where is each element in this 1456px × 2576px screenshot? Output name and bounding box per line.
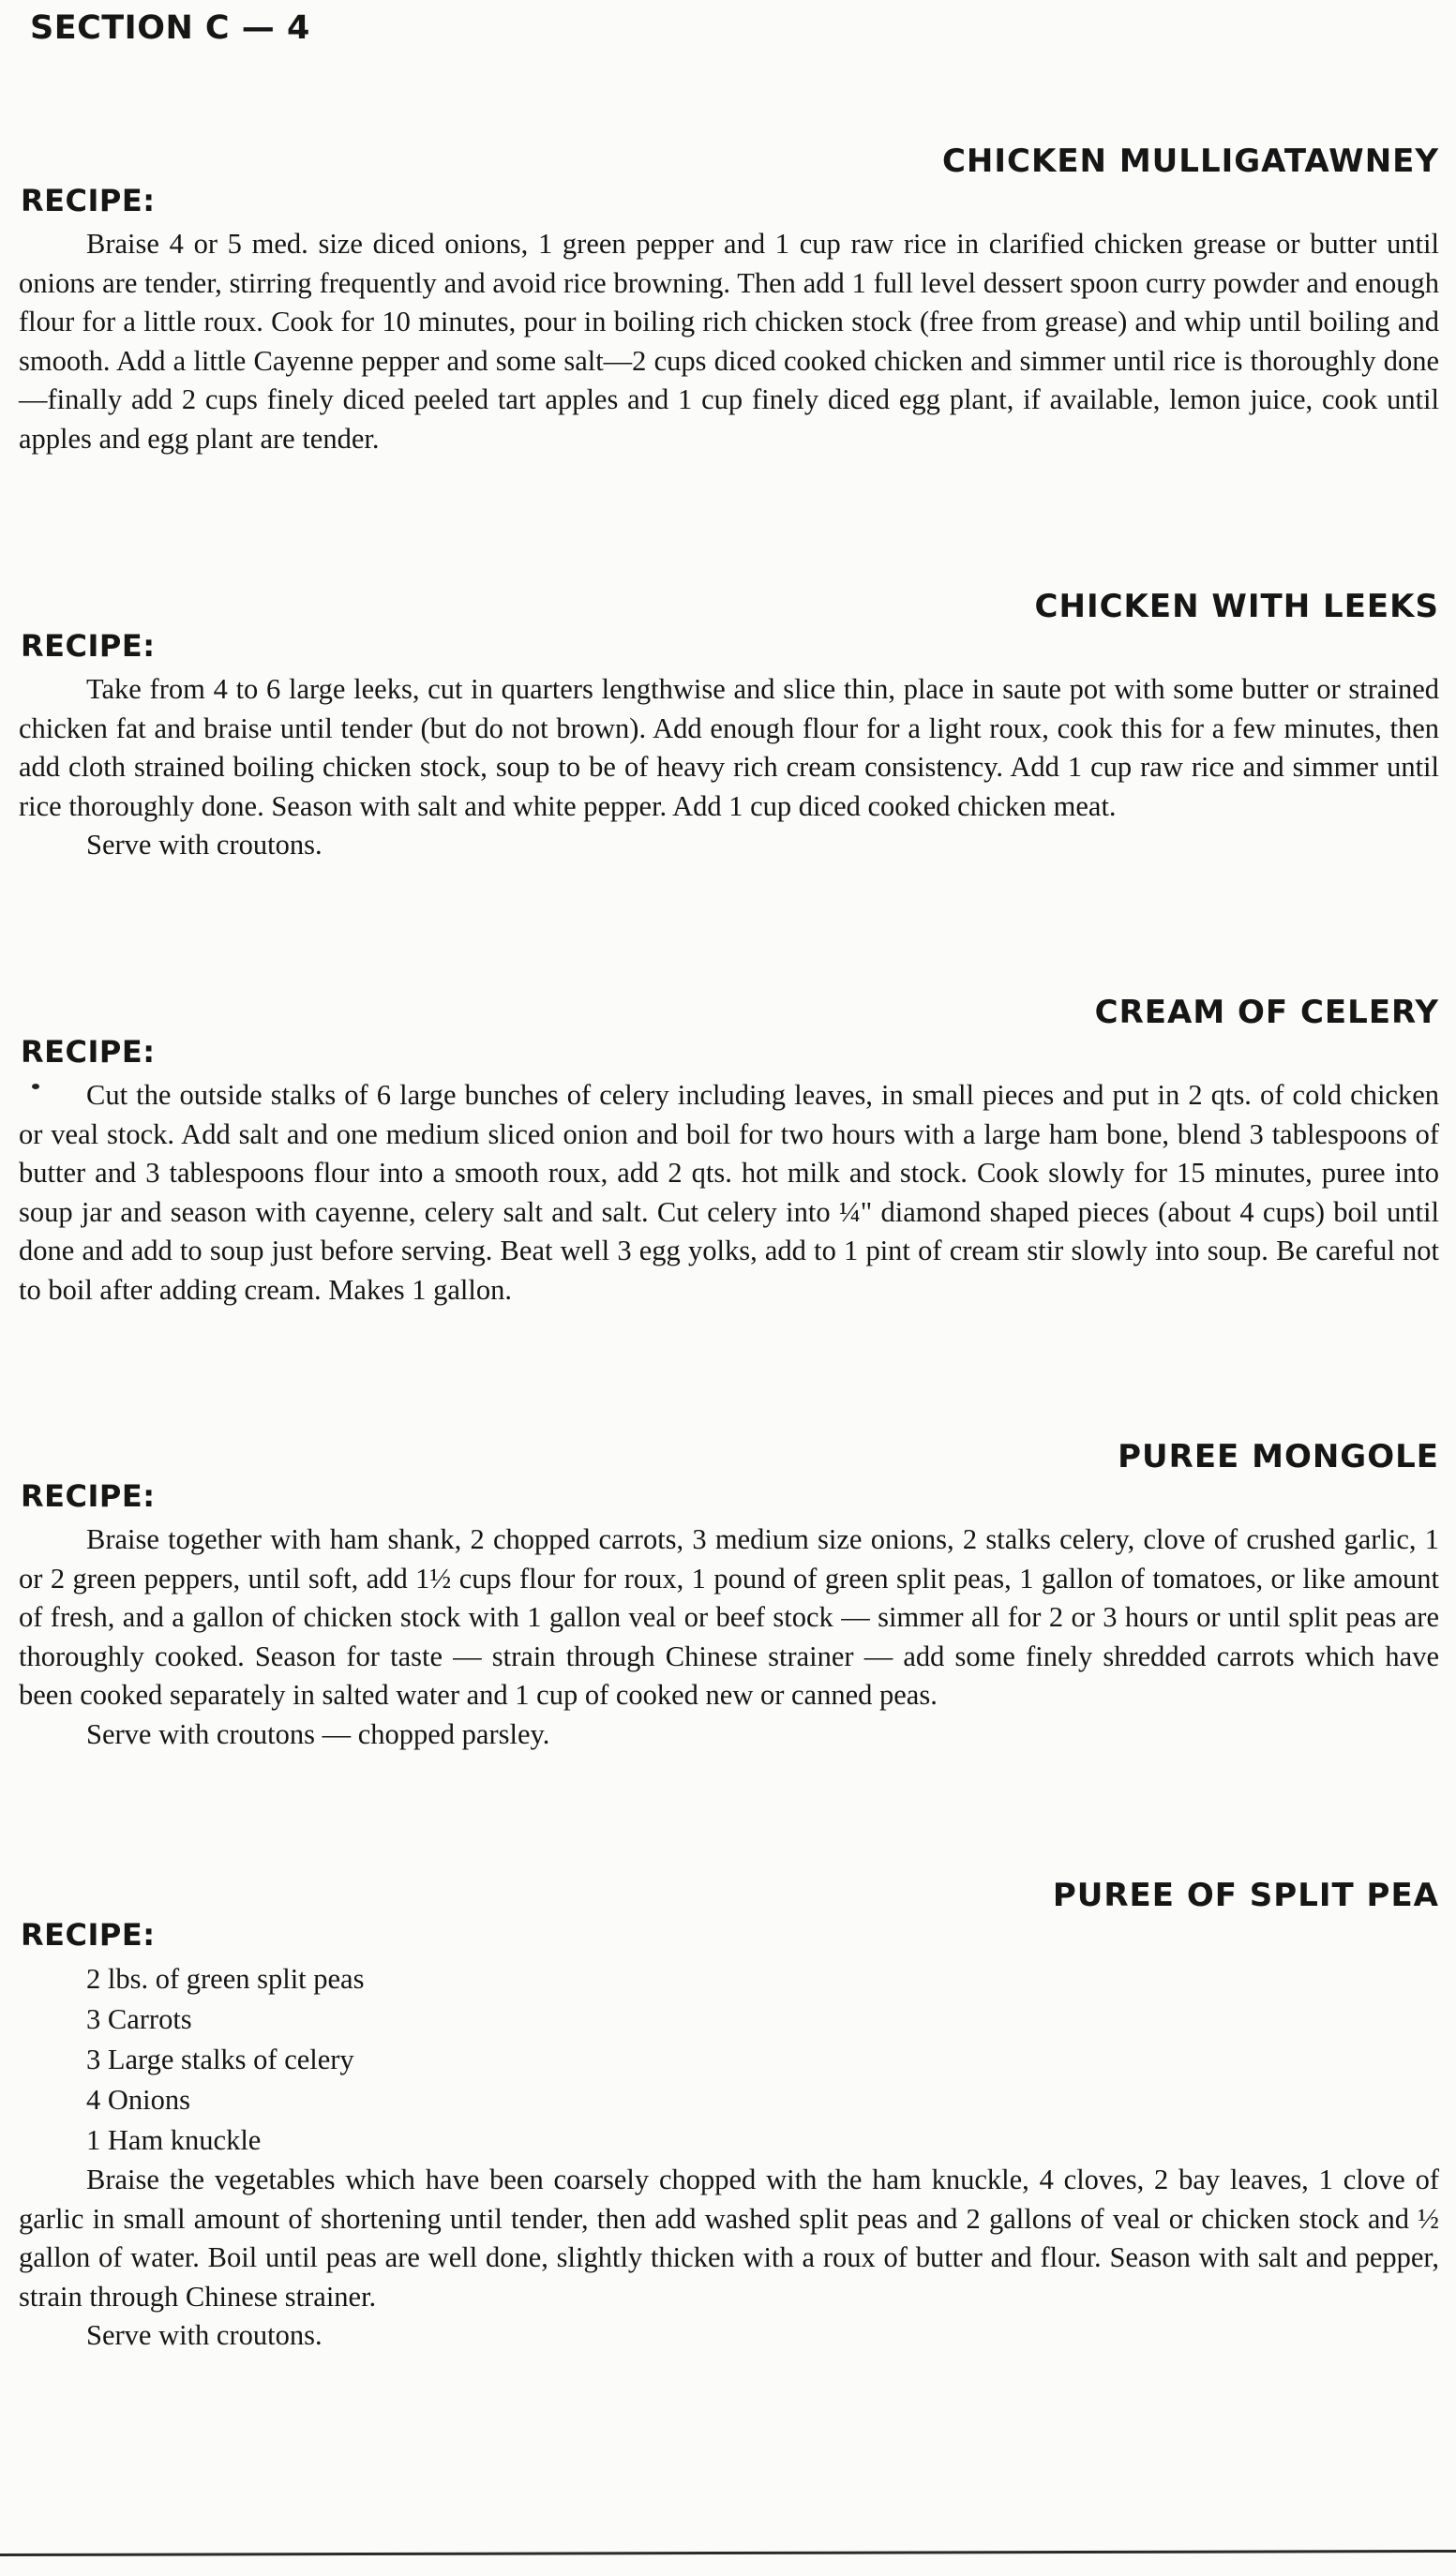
recipe-title: PUREE MONGOLE	[1118, 1438, 1439, 1475]
recipe-puree-mongole	[19, 1436, 1439, 1754]
recipe-paragraph: Cut the outside stalks of 6 large bunches of celery including leaves, in small pieces and put in 2 qts. of cold chicken or veal stock. Add salt and one medium sliced onion and boil for two hours with a large ham bone, blend 3 tablespoons of butter and 3 tablespoons flour into a smooth roux, add 2 qts. hot milk and stock. Cook slowly for 15 minutes, puree into soup jar and season with cayenne, celery salt and salt. Cut celery into ¼" diamond shaped pieces (about 4 cups) boil until done and add to soup just before serving. Beat well 3 egg yolks, add to 1 pint of cream stir slowly into soup. Be careful not to boil after adding cream. Makes 1 gallon.	[19, 1079, 1439, 1306]
ingredient-item: 4 Onions	[86, 2084, 190, 2116]
recipe-chicken-with-leeks	[19, 586, 1439, 865]
ingredient-item: 1 Ham knuckle	[86, 2124, 262, 2156]
ingredient-list	[19, 1959, 1439, 2161]
recipe-title: CREAM OF CELERY	[1094, 994, 1439, 1031]
recipe-paragraph: Braise together with ham shank, 2 chopped carrots, 3 medium size onions, 2 stalks celery, clove of crushed garlic, 1 or 2 green peppers, until soft, add 1½ cups flour for roux, 1 pound of green split peas, 1 gallon of tomatoes, or like amount of fresh, and a gallon of chicken stock with 1 gallon veal or beef stock — simmer all for 2 or 3 hours or until split peas are thoroughly cooked. Season for taste — strain through Chinese strainer — add some finely shredded carrots which have been cooked separately in salted water and 1 cup of cooked new or canned peas.	[19, 1523, 1439, 1711]
ingredient-item: 3 Carrots	[86, 2003, 192, 2035]
recipe-label: RECIPE:	[21, 628, 156, 664]
recipe-label: RECIPE:	[21, 1034, 156, 1070]
recipe-title: PUREE OF SPLIT PEA	[1052, 1877, 1439, 1914]
ink-speck	[32, 1084, 39, 1089]
recipe-puree-of-split-pea	[19, 1875, 1439, 2356]
ingredient-item: 2 lbs. of green split peas	[86, 1963, 365, 1995]
recipe-label: RECIPE:	[21, 183, 156, 218]
serving-note: Serve with croutons.	[86, 2319, 323, 2351]
serving-note: Serve with croutons — chopped parsley.	[86, 1717, 550, 1750]
bottom-rule	[0, 2550, 1456, 2556]
recipe-title: CHICKEN MULLIGATAWNEY	[941, 142, 1439, 180]
recipe-paragraph: Braise the vegetables which have been coarsely chopped with the ham knuckle, 4 cloves, 2 bay leaves, 1 clove of garlic in small amount of shortening until tender, then add washed split peas and 2 gallons of veal or chicken stock and ½ gallon of water. Boil until peas are well done, slightly thicken with a roux of butter and flour. Season with salt and pepper, strain through Chinese strainer.	[19, 2164, 1439, 2313]
recipe-title: CHICKEN WITH LEEKS	[1034, 588, 1439, 625]
recipe-chicken-mulligatawney	[19, 141, 1439, 458]
recipe-cream-of-celery	[19, 992, 1439, 1310]
recipe-paragraph: Braise 4 or 5 med. size diced onions, 1 green pepper and 1 cup raw rice in clarified chicken grease or butter until onions are tender, stirring frequently and avoid rice browning. Then add 1 full level dessert spoon curry powder and enough flour for a little roux. Cook for 10 minutes, pour in boiling rich chicken stock (free from grease) and whip until boiling and smooth. Add a little Cayenne pepper and some salt—2 cups diced cooked chicken and simmer until rice is thoroughly done—finally add 2 cups finely diced peeled tart apples and 1 cup finely diced egg plant, if available, lemon juice, cook until apples and egg plant are tender.	[19, 228, 1439, 455]
serving-note: Serve with croutons.	[86, 829, 323, 861]
ingredient-item: 3 Large stalks of celery	[86, 2044, 354, 2075]
recipe-label: RECIPE:	[21, 1917, 156, 1953]
section-header: SECTION C — 4	[30, 9, 310, 47]
recipe-label: RECIPE:	[21, 1478, 156, 1514]
recipe-paragraph: Take from 4 to 6 large leeks, cut in quarters lengthwise and slice thin, place in saute pot with some butter or strained chicken fat and braise until tender (but do not brown). Add enough flour for a light roux, cook this for a few minutes, then add cloth strained boiling chicken stock, soup to be of heavy rich cream consistency. Add 1 cup raw rice and simmer until rice thoroughly done. Season with salt and white pepper. Add 1 cup diced cooked chicken meat.	[19, 673, 1439, 822]
